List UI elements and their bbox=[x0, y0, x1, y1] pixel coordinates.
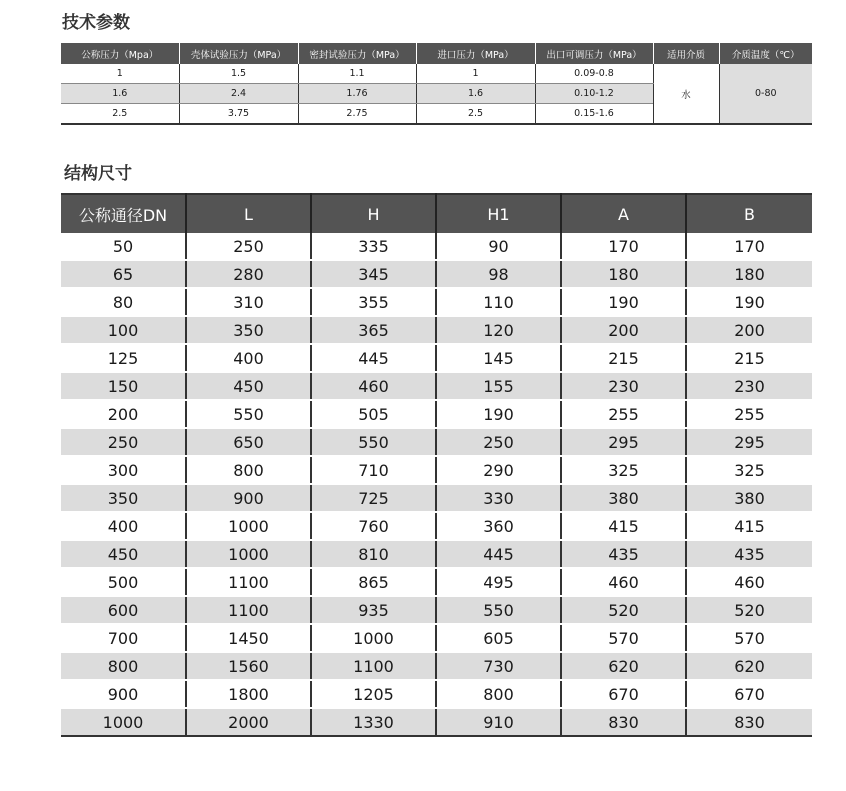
table-cell: 1000 bbox=[186, 512, 311, 540]
table-row bbox=[61, 568, 812, 596]
table-cell: 155 bbox=[436, 372, 561, 400]
table-cell: 1100 bbox=[186, 568, 311, 596]
medium-cell: 水 bbox=[653, 64, 719, 124]
table-cell: 730 bbox=[436, 652, 561, 680]
table-cell: 435 bbox=[561, 540, 686, 568]
table-cell: 250 bbox=[436, 428, 561, 456]
table-cell: 325 bbox=[686, 456, 812, 484]
dims-header-cell: 公称通径DN bbox=[61, 194, 186, 233]
table-cell: 1000 bbox=[311, 624, 436, 652]
dims-header-row bbox=[61, 194, 812, 233]
table-cell: 400 bbox=[61, 512, 186, 540]
table-cell: 50 bbox=[61, 233, 186, 260]
table-cell: 900 bbox=[186, 484, 311, 512]
table-row bbox=[61, 372, 812, 400]
table-cell: 80 bbox=[61, 288, 186, 316]
table-cell: 355 bbox=[311, 288, 436, 316]
table-cell: 830 bbox=[561, 708, 686, 736]
temperature-cell: 0-80 bbox=[719, 64, 812, 124]
table-cell: 250 bbox=[186, 233, 311, 260]
table-cell: 350 bbox=[186, 316, 311, 344]
table-cell: 550 bbox=[311, 428, 436, 456]
table-cell: 2.4 bbox=[179, 84, 298, 104]
table-cell: 310 bbox=[186, 288, 311, 316]
table-cell: 170 bbox=[686, 233, 812, 260]
table-cell: 200 bbox=[686, 316, 812, 344]
tech-header-cell: 密封试验压力（MPa） bbox=[298, 43, 416, 64]
dimensions-title: 结构尺寸 bbox=[64, 164, 132, 184]
table-cell: 700 bbox=[61, 624, 186, 652]
dims-header-cell: A bbox=[561, 194, 686, 233]
table-cell: 250 bbox=[61, 428, 186, 456]
table-cell: 670 bbox=[561, 680, 686, 708]
tech-header-row bbox=[61, 43, 812, 64]
table-cell: 1.6 bbox=[61, 84, 179, 104]
table-cell: 380 bbox=[561, 484, 686, 512]
table-cell: 120 bbox=[436, 316, 561, 344]
table-row bbox=[61, 260, 812, 288]
table-cell: 3.75 bbox=[179, 104, 298, 125]
table-cell: 190 bbox=[686, 288, 812, 316]
table-cell: 0.15-1.6 bbox=[535, 104, 653, 125]
table-cell: 710 bbox=[311, 456, 436, 484]
dims-header-cell: H bbox=[311, 194, 436, 233]
table-cell: 360 bbox=[436, 512, 561, 540]
table-cell: 460 bbox=[561, 568, 686, 596]
table-cell: 145 bbox=[436, 344, 561, 372]
table-cell: 800 bbox=[436, 680, 561, 708]
table-cell: 190 bbox=[436, 400, 561, 428]
table-cell: 1205 bbox=[311, 680, 436, 708]
table-row bbox=[61, 316, 812, 344]
table-cell: 550 bbox=[186, 400, 311, 428]
table-cell: 1 bbox=[416, 64, 535, 84]
table-cell: 760 bbox=[311, 512, 436, 540]
tech-header-cell: 介质温度（℃） bbox=[719, 43, 812, 64]
table-row bbox=[61, 64, 812, 84]
table-cell: 300 bbox=[61, 456, 186, 484]
table-cell: 800 bbox=[61, 652, 186, 680]
table-cell: 100 bbox=[61, 316, 186, 344]
table-row bbox=[61, 288, 812, 316]
table-cell: 0.10-1.2 bbox=[535, 84, 653, 104]
table-row bbox=[61, 680, 812, 708]
dims-header-cell: L bbox=[186, 194, 311, 233]
table-cell: 200 bbox=[61, 400, 186, 428]
table-cell: 1100 bbox=[186, 596, 311, 624]
table-row bbox=[61, 400, 812, 428]
tech-header-cell: 适用介质 bbox=[653, 43, 719, 64]
tech-header-cell: 壳体试验压力（MPa） bbox=[179, 43, 298, 64]
table-cell: 65 bbox=[61, 260, 186, 288]
table-cell: 325 bbox=[561, 456, 686, 484]
table-cell: 330 bbox=[436, 484, 561, 512]
dims-header-cell: H1 bbox=[436, 194, 561, 233]
dimensions-table bbox=[61, 193, 812, 737]
table-cell: 230 bbox=[561, 372, 686, 400]
table-cell: 150 bbox=[61, 372, 186, 400]
table-cell: 520 bbox=[561, 596, 686, 624]
table-cell: 110 bbox=[436, 288, 561, 316]
table-cell: 255 bbox=[561, 400, 686, 428]
table-cell: 670 bbox=[686, 680, 812, 708]
table-cell: 98 bbox=[436, 260, 561, 288]
table-cell: 1100 bbox=[311, 652, 436, 680]
table-cell: 215 bbox=[686, 344, 812, 372]
table-cell: 230 bbox=[686, 372, 812, 400]
table-row bbox=[61, 708, 812, 736]
table-cell: 0.09-0.8 bbox=[535, 64, 653, 84]
table-row bbox=[61, 512, 812, 540]
table-cell: 1.5 bbox=[179, 64, 298, 84]
table-cell: 460 bbox=[686, 568, 812, 596]
table-cell: 800 bbox=[186, 456, 311, 484]
table-cell: 415 bbox=[686, 512, 812, 540]
table-cell: 900 bbox=[61, 680, 186, 708]
table-row bbox=[61, 540, 812, 568]
table-cell: 865 bbox=[311, 568, 436, 596]
table-cell: 910 bbox=[436, 708, 561, 736]
table-cell: 830 bbox=[686, 708, 812, 736]
tech-params-title: 技术参数 bbox=[62, 13, 130, 33]
table-cell: 1450 bbox=[186, 624, 311, 652]
table-cell: 435 bbox=[686, 540, 812, 568]
table-cell: 295 bbox=[561, 428, 686, 456]
table-cell: 1.1 bbox=[298, 64, 416, 84]
table-row bbox=[61, 652, 812, 680]
tech-header-cell: 出口可调压力（MPa） bbox=[535, 43, 653, 64]
table-cell: 1000 bbox=[186, 540, 311, 568]
table-cell: 415 bbox=[561, 512, 686, 540]
table-cell: 400 bbox=[186, 344, 311, 372]
table-row bbox=[61, 596, 812, 624]
tech-params-table bbox=[61, 43, 812, 125]
table-cell: 605 bbox=[436, 624, 561, 652]
table-cell: 2000 bbox=[186, 708, 311, 736]
table-cell: 935 bbox=[311, 596, 436, 624]
table-cell: 190 bbox=[561, 288, 686, 316]
table-row bbox=[61, 233, 812, 260]
table-cell: 2.5 bbox=[61, 104, 179, 125]
table-cell: 505 bbox=[311, 400, 436, 428]
table-cell: 180 bbox=[686, 260, 812, 288]
table-cell: 280 bbox=[186, 260, 311, 288]
table-cell: 365 bbox=[311, 316, 436, 344]
table-row bbox=[61, 428, 812, 456]
table-cell: 1560 bbox=[186, 652, 311, 680]
table-cell: 620 bbox=[686, 652, 812, 680]
tech-header-cell: 公称压力（Mpa） bbox=[61, 43, 179, 64]
table-cell: 1 bbox=[61, 64, 179, 84]
table-cell: 600 bbox=[61, 596, 186, 624]
table-cell: 460 bbox=[311, 372, 436, 400]
table-cell: 90 bbox=[436, 233, 561, 260]
table-cell: 350 bbox=[61, 484, 186, 512]
table-cell: 570 bbox=[561, 624, 686, 652]
table-row bbox=[61, 484, 812, 512]
table-cell: 380 bbox=[686, 484, 812, 512]
table-cell: 345 bbox=[311, 260, 436, 288]
table-row bbox=[61, 344, 812, 372]
table-cell: 255 bbox=[686, 400, 812, 428]
table-cell: 725 bbox=[311, 484, 436, 512]
table-cell: 170 bbox=[561, 233, 686, 260]
table-cell: 810 bbox=[311, 540, 436, 568]
table-cell: 335 bbox=[311, 233, 436, 260]
table-cell: 620 bbox=[561, 652, 686, 680]
table-cell: 550 bbox=[436, 596, 561, 624]
table-cell: 445 bbox=[311, 344, 436, 372]
table-cell: 180 bbox=[561, 260, 686, 288]
table-cell: 1.76 bbox=[298, 84, 416, 104]
table-cell: 215 bbox=[561, 344, 686, 372]
table-cell: 1800 bbox=[186, 680, 311, 708]
table-cell: 290 bbox=[436, 456, 561, 484]
tech-header-cell: 进口压力（MPa） bbox=[416, 43, 535, 64]
table-row bbox=[61, 456, 812, 484]
dims-header-cell: B bbox=[686, 194, 812, 233]
table-cell: 2.5 bbox=[416, 104, 535, 125]
table-cell: 450 bbox=[186, 372, 311, 400]
table-cell: 520 bbox=[686, 596, 812, 624]
table-cell: 1000 bbox=[61, 708, 186, 736]
table-row bbox=[61, 624, 812, 652]
table-cell: 2.75 bbox=[298, 104, 416, 125]
table-cell: 1330 bbox=[311, 708, 436, 736]
table-cell: 445 bbox=[436, 540, 561, 568]
table-cell: 650 bbox=[186, 428, 311, 456]
table-cell: 295 bbox=[686, 428, 812, 456]
table-cell: 125 bbox=[61, 344, 186, 372]
table-cell: 570 bbox=[686, 624, 812, 652]
table-cell: 1.6 bbox=[416, 84, 535, 104]
table-cell: 200 bbox=[561, 316, 686, 344]
table-cell: 450 bbox=[61, 540, 186, 568]
table-cell: 500 bbox=[61, 568, 186, 596]
table-cell: 495 bbox=[436, 568, 561, 596]
